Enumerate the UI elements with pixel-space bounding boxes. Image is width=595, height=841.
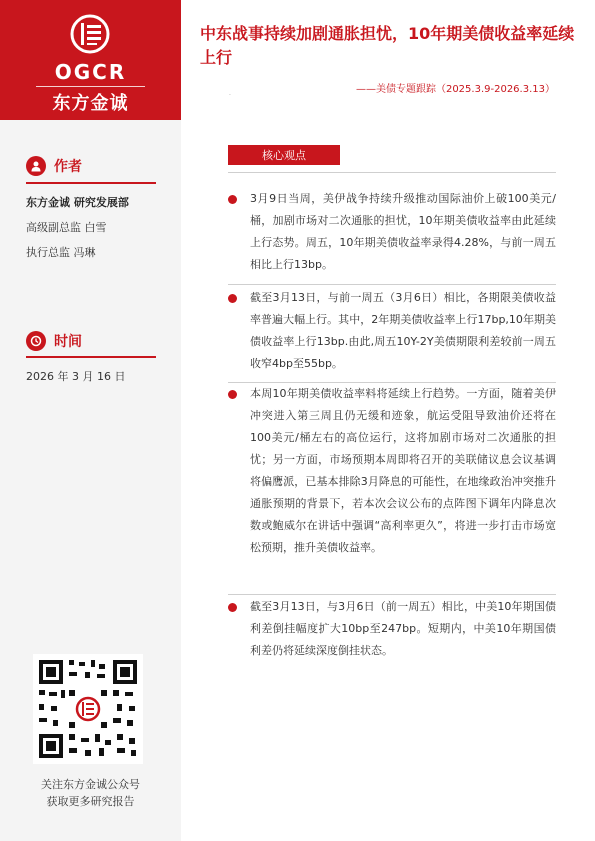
report-subtitle: ——美债专题跟踪（2025.3.9-2026.3.13） bbox=[355, 84, 555, 95]
qr-code bbox=[33, 654, 143, 764]
report-date: 2026 年 3 月 16 日 bbox=[26, 370, 126, 383]
report-title: 中东战事持续加剧通胀担忧，10年期美债收益率延续上行 bbox=[200, 24, 575, 67]
author-name: 执行总监 冯琳 bbox=[26, 246, 96, 259]
time-divider bbox=[26, 356, 156, 358]
qr-code-icon bbox=[33, 654, 143, 764]
author-label: 作者 bbox=[54, 159, 82, 175]
brand-logo bbox=[0, 0, 181, 120]
key-point: 本周10年期美债收益率料将延续上行趋势。一方面，随着美伊冲突进入第三周且仍无缓和迹象，航运受阻导致油价还将在100美元/桶左右的高位运行，这将加剧市场对二次通胀的担忧；另一方面，市场预期本周即将召开的美联储议息会议基调将偏鹰派，已基本排除3月降息的可能性，在地缘政治冲突推升通胀预期的背景下，若本次会议公布的点阵图下调年内降息次数或鲍威尔在讲话中强调“高利率更久”，将进一步打击市场宽松预期，推升美债收益率。 bbox=[250, 387, 556, 554]
sidebar bbox=[0, 0, 181, 841]
author-org: 东方金诚 研究发展部 bbox=[26, 196, 129, 209]
brand-logo-cn: 东方金诚 bbox=[52, 93, 129, 114]
qr-caption: 关注东方金诚公众号 bbox=[41, 778, 140, 791]
clock-icon bbox=[26, 331, 46, 351]
point-divider bbox=[228, 594, 556, 595]
time-label: 时间 bbox=[54, 334, 82, 350]
section-divider bbox=[228, 172, 556, 173]
brand-logo-en: OGCR bbox=[54, 60, 127, 84]
bullet-icon bbox=[228, 294, 237, 303]
author-divider bbox=[26, 182, 156, 184]
person-icon bbox=[26, 156, 46, 176]
point-divider bbox=[228, 284, 556, 285]
key-point: 截至3月13日，与3月6日（前一周五）相比，中美10年期国债利差倒挂幅度扩大10bp至247bp。短期内，中美10年期国债利差仍将延续深度倒挂状态。 bbox=[250, 600, 556, 657]
key-point: 截至3月13日，与前一周五（3月6日）相比，各期限美债收益率普遍大幅上行。其中，2年期美债收益率上行17bp,10年期美债收益率上行13bp.由此,周五10Y-2Y美债期限利差较前一周五收窄4bp至55bp。 bbox=[250, 291, 556, 370]
qr-caption: 获取更多研究报告 bbox=[46, 795, 135, 808]
decorative-dot: · bbox=[229, 92, 231, 99]
author-section-header bbox=[26, 156, 82, 176]
author-name: 高级副总监 白雪 bbox=[26, 221, 107, 234]
bullet-icon bbox=[228, 603, 237, 612]
core-view-tag: 核心观点 bbox=[228, 145, 340, 165]
time-section-header bbox=[26, 331, 82, 351]
bullet-icon bbox=[228, 195, 237, 204]
bullet-icon bbox=[228, 390, 237, 399]
brand-mark-icon bbox=[70, 14, 110, 54]
key-point: 3月9日当周，美伊战争持续升级推动国际油价上破100美元/桶，加剧市场对二次通胀的担忧，10年期美债收益率由此延续上行态势。周五，10年期美债收益率录得4.28%，与前一周五相比上行13bp。 bbox=[250, 192, 556, 271]
logo-divider bbox=[36, 86, 145, 87]
